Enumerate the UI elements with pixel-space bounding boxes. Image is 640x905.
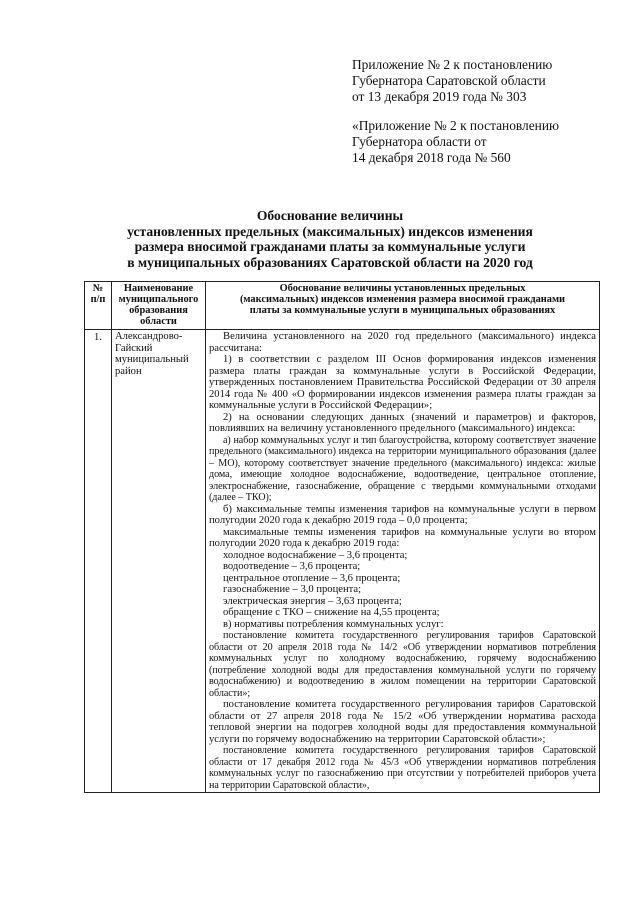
appendix-line: 14 декабря 2018 года № 560 [352, 150, 511, 165]
header-text: образования [129, 305, 188, 316]
paragraph: б) максимальные темпы изменения тарифов на коммунальные услуги в первом полугодии 2020 года к декабрю 2019 года – 0,0 процента; [209, 503, 596, 526]
justification-text [206, 330, 600, 793]
title-line: Обоснование величины [256, 208, 404, 223]
paragraph: постановление комитета государственного регулирования тарифов Саратовской области от 17 декабря 2012 года № 45/3 «Об утверждении нормативов потребления коммунальных услуг по газоснабжению при отсутствии у потребителей приборов учета на территории Саратовской области», [209, 745, 596, 791]
paragraph: Величина установленного на 2020 год предельного (максимального) индекса рассчитана: [209, 331, 596, 354]
header-text: п/п [90, 294, 106, 305]
title-line: установленных предельных (максимальных) индексов изменения [127, 223, 533, 239]
municipality-name [112, 330, 206, 793]
header-text: Наименование [123, 283, 194, 294]
header-text: № [92, 283, 104, 294]
table-header-row [85, 282, 600, 330]
list-item: центральное отопление – 3,6 процента; [223, 572, 401, 584]
document-title [60, 208, 600, 270]
paragraph: постановление комитета государственного регулирования тарифов Саратовской области от 27 апреля 2018 года № 15/2 «Об утверждении норматива расхода тепловой энергии на подогрев холодной воды для предоставления коммунальной услуги по горячему водоснабжению на территории Саратовской области»; [209, 699, 596, 745]
title-line: в муниципальных образованиях Саратовской области на 2020 год [127, 254, 533, 270]
header-number [85, 282, 112, 330]
header-text: Обоснование величины установленных предельных [279, 283, 526, 294]
paragraph: 1) в соответствии с разделом III Основ формирования индексов изменения размера платы граждан за коммунальные услуги в Российской Федерации, утвержденных постановлением Правительства Российской Федерации от 30 апреля 2014 года № 400 «О формировании индексов изменения размера платы граждан за коммунальные услуги в Российской Федерации»; [209, 354, 596, 411]
list-item: обращение с ТКО – снижение на 4,55 процента; [223, 607, 440, 618]
paragraph: а) набор коммунальных услуг и тип благоустройства, которому соответствует значение предельного (максимального) индекса на территории муниципального образования (далее – МО), которому соответствует значение предельного (максимального) индекса: жилые дома, имеющие холодное водоснабжение, водоотведение, центральное отопление, электроснабжение, газоснабжение, обращение с твердыми коммунальными отходами (далее – ТКО); [209, 434, 596, 503]
table-row [85, 330, 600, 793]
list-item: холодное водоснабжение – 3,6 процента; [223, 549, 408, 561]
title-line: размера вносимой гражданами платы за коммунальные услуги [134, 239, 526, 254]
header-text: муниципального [118, 294, 199, 305]
appendix-line: Приложение № 2 к постановлению [352, 57, 553, 72]
header-municipality [112, 282, 206, 330]
municipality-name-line: район [115, 365, 142, 377]
municipality-name-line: Александрово- [115, 331, 183, 342]
list-item: водоотведение – 3,6 процента; [223, 561, 361, 572]
appendix-line: Губернатора области от [352, 134, 487, 149]
paragraph: постановление комитета государственного регулирования тарифов Саратовской области от 20 апреля 2018 года № 14/2 «Об утверждении нормативов потребления коммунальных услуг по холодному водоснабжению, горячему водоснабжению (потребление холодной воды для предоставления коммунальной услуги по горячему водоснабжению) и водоотведению в жилом помещении на территории Саратовской области»; [209, 630, 596, 699]
header-text: области [140, 316, 177, 327]
paragraph: 2) на основании следующих данных (значений и параметров) и факторов, повлиявших на величину установленного предельного (максимального) индекса: [209, 411, 596, 434]
paragraph: максимальные темпы изменения тарифов на коммунальные услуги во втором полугодии 2020 года к декабрю 2019 года: [209, 526, 596, 549]
municipality-name-line: Гайский [115, 342, 153, 354]
appendix-line: «Приложение № 2 к постановлению [352, 118, 559, 133]
row-number: 1. [85, 330, 112, 793]
header-text: платы за коммунальные услуги в муниципальных образованиях [249, 305, 556, 316]
appendix-line: от 13 декабря 2019 года № 303 [352, 89, 527, 104]
list-item: в) нормативы потребления коммунальных услуг: [223, 618, 444, 630]
appendix-line: Губернатора Саратовской области [352, 73, 546, 88]
municipality-name-line: муниципальный [115, 354, 189, 365]
header-text: (максимальных) индексов изменения размера вносимой гражданами [239, 294, 566, 305]
list-item: электрическая энергия – 3,63 процента; [223, 595, 402, 607]
appendix-reference [352, 57, 622, 105]
header-justification [206, 282, 600, 330]
list-item: газоснабжение – 3,0 процента; [223, 584, 362, 595]
justification-table [84, 281, 600, 793]
quoted-appendix-reference [352, 118, 622, 166]
